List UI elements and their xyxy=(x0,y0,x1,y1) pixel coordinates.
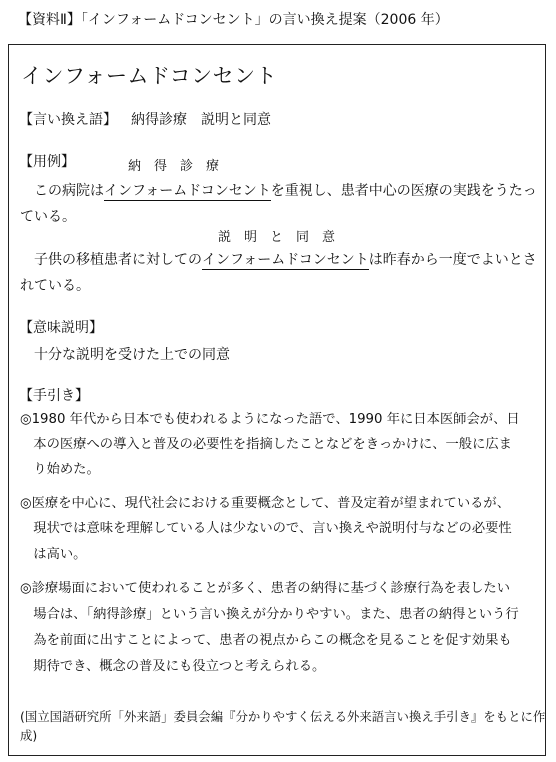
guide-note-2-line-3: は高い。 xyxy=(20,547,87,562)
usage-example-2-line-1 xyxy=(20,250,537,270)
guide-note-3-line-1: ◎診療場面において使われることが多く、患者の納得に基づく診療行為を表したい xyxy=(20,581,511,596)
usage-example-2-ruby: 説 明 と 同 意 xyxy=(218,230,336,245)
meaning-text: 十分な説明を受けた上での同意 xyxy=(20,347,230,363)
usage-example-2-pre: 子供の移植患者に対しての xyxy=(20,252,202,268)
paraphrase-label: 【言い換え語】 xyxy=(19,112,117,128)
page-title: インフォームドコンセント xyxy=(21,64,278,88)
guide-note-3-line-4: 期待でき、概念の普及にも役立つと考えられる。 xyxy=(20,659,326,674)
guide-note-1-line-1: ◎1980 年代から日本でも使われるようになった語で、1990 年に日本医師会が、日 xyxy=(20,412,520,427)
paraphrase-section xyxy=(19,110,271,130)
guide-note-3-line-3: 為を前面に出すことによって、患者の視点からこの概念を見ることを促す効果も xyxy=(20,633,512,648)
source-line-2: 成) xyxy=(20,728,38,743)
guide-note-3-line-2: 場合は、「納得診療」という言い換えが分かりやすい。また、患者の納得という行 xyxy=(20,607,519,622)
source-line-1: (国立国語研究所「外来語」委員会編『分かりやすく伝える外来語言い換え手引き』をもとに作 xyxy=(20,709,546,724)
usage-example-2-post: は昨春から一度でよいとさ xyxy=(368,252,537,268)
usage-example-1-line-2: ている。 xyxy=(20,209,76,225)
guide-label: 【手引き】 xyxy=(19,388,89,404)
guide-note-1-line-2: 本の医療への導入と普及の必要性を指摘したことなどをきっかけに、一般に広ま xyxy=(20,437,512,452)
usage-example-1-term: インフォームドコンセント xyxy=(104,183,271,199)
usage-example-2-term: インフォームドコンセント xyxy=(202,252,369,268)
usage-example-2-line-2: れている。 xyxy=(20,278,90,294)
usage-label: 【用例】 xyxy=(19,154,75,170)
usage-example-1-ruby: 納 得 診 療 xyxy=(128,159,220,174)
usage-example-1-pre: この病院は xyxy=(20,183,104,199)
document-caption: 【資料Ⅱ】「インフォームドコンセント」の言い換え提案（2006 年） xyxy=(18,12,449,28)
paraphrase-terms: 納得診療 説明と同意 xyxy=(131,112,271,128)
usage-example-1-line-1 xyxy=(20,181,537,201)
guide-note-1-line-3: り始めた。 xyxy=(20,462,100,477)
meaning-label: 【意味説明】 xyxy=(19,320,103,336)
usage-example-1-post: を重視し、患者中心の医療の実践をうたっ xyxy=(270,183,537,199)
guide-note-2-line-2: 現状では意味を理解している人は少ないので、言い換えや説明付与などの必要性 xyxy=(20,521,512,536)
guide-note-2-line-1: ◎医療を中心に、現代社会における重要概念として、普及定着が望まれているが、 xyxy=(20,496,511,511)
